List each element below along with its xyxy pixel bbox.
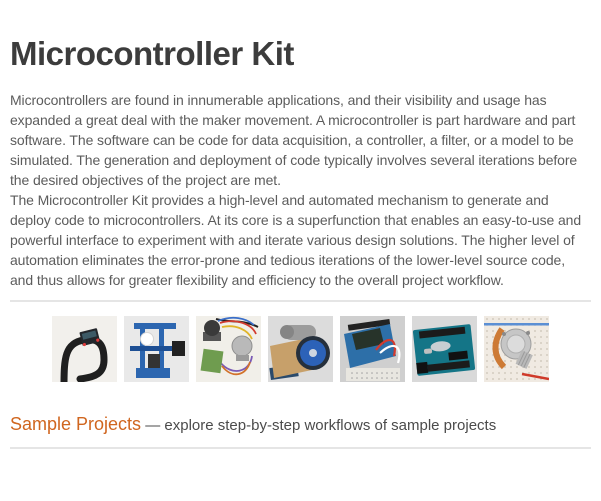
intro-paragraph-1: Microcontrollers are found in innumerable applications, and their visibility and usage has expanded a great deal with the maker movement. A microcontroller is part hardware and part software. The software can be code for data acquisition, a controller, a filter, or a model to be simulated. The generation and deployment of code typically involves several iterations before the desired objectives of the project are met.: [10, 91, 578, 188]
motor-wheel-robot-image: [268, 316, 333, 382]
page-title: Microcontroller Kit: [10, 35, 294, 72]
intro-text: [10, 90, 591, 290]
arduino-shield-breadboard-icon: [340, 316, 405, 382]
motor-wheel-robot-icon: [268, 316, 333, 382]
divider-bottom: [10, 447, 591, 449]
arduino-uno-board-icon: [412, 316, 477, 382]
project-photo-gallery: [10, 316, 591, 382]
arduino-uno-board-image: [412, 316, 477, 382]
sample-projects-description: — explore step-by-step workflows of sample projects: [145, 416, 497, 434]
sample-projects-link[interactable]: Sample Projects: [10, 413, 142, 434]
arduino-shield-breadboard-image: [340, 316, 405, 382]
sample-projects-line: [10, 414, 591, 435]
ball-balancer-machine-image: [124, 316, 189, 382]
line-follower-robot-image: [52, 316, 117, 382]
divider-top: [10, 300, 591, 302]
page-content: [0, 34, 601, 449]
potentiometer-breadboard-image: [484, 316, 549, 382]
joystick-stepper-motor-image: [196, 316, 261, 382]
line-follower-robot-icon: [52, 316, 117, 382]
joystick-stepper-motor-icon: [196, 316, 261, 382]
intro-paragraph-2: The Microcontroller Kit provides a high-level and automated mechanism to generate and deploy code to microcontrollers. At its core is a superfunction that enables an easy-to-use and powerful interface to experiment with and iterate various design solutions. The higher level of automation eliminates the error-prone and tedious iterations of the lower-level source code, and thus allows for greater flexibility and efficiency to the overall project workflow.: [10, 191, 582, 288]
potentiometer-breadboard-icon: [484, 316, 549, 382]
ball-balancer-machine-icon: [124, 316, 189, 382]
